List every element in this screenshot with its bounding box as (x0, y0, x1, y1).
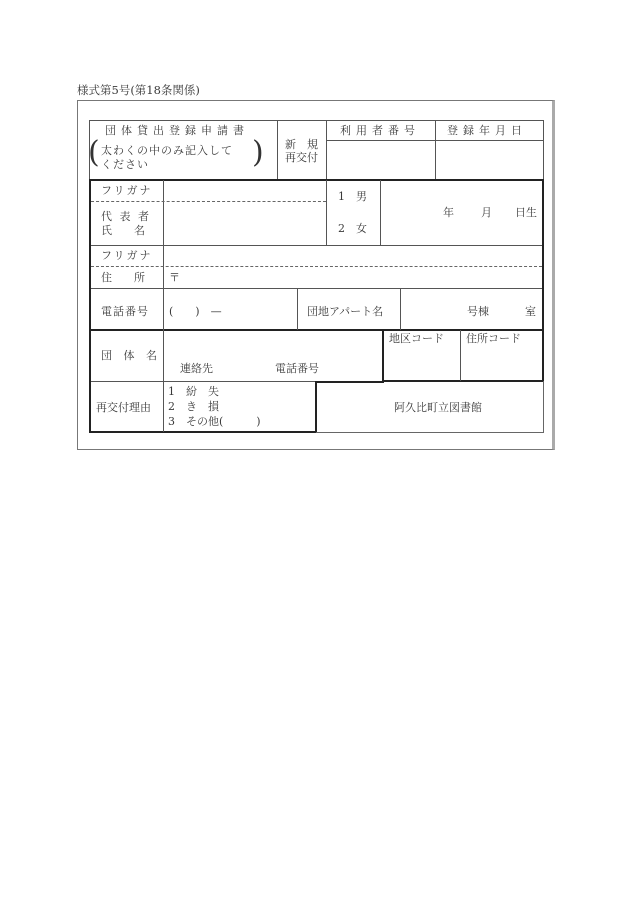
address-field[interactable] (180, 267, 542, 288)
header-divider-type (277, 120, 278, 180)
form-note-line2: ください (101, 158, 149, 171)
contact-phone-label: 電話番号 (275, 362, 319, 375)
furigana2-field[interactable] (164, 246, 542, 266)
rep-name-label-line1: 代 表 者 (101, 210, 151, 223)
group-name-field[interactable] (164, 331, 382, 361)
address-code-label: 住所コード (466, 332, 521, 345)
furigana2-label: フリガナ (101, 249, 153, 262)
form-note-line1: 太わくの中のみ記入して (101, 144, 233, 157)
rep-name-field[interactable] (164, 202, 325, 245)
lower-step-line (315, 381, 384, 383)
reason-lost-option[interactable]: 1 紛 失 (168, 385, 219, 398)
birth-day-label: 日生 (515, 206, 537, 219)
reason-damaged-option[interactable]: 2 き 損 (168, 400, 219, 413)
code-divider (460, 330, 461, 381)
furigana1-field[interactable] (164, 180, 325, 201)
registration-date-field[interactable] (436, 141, 542, 179)
note-close-paren: ) (252, 135, 264, 170)
apartment-label: 団地アパート名 (307, 305, 384, 318)
registration-date-label: 登録年月日 (447, 124, 527, 137)
phone-label: 電話番号 (101, 305, 149, 318)
furigana1-label: フリガナ (101, 184, 153, 197)
row-line-group (91, 381, 315, 382)
header-top-border (89, 120, 543, 121)
gender-male-option[interactable]: 1 男 (338, 190, 367, 203)
phone-field[interactable]: ( ) — (169, 305, 222, 318)
birth-year-label: 年 (443, 206, 454, 219)
type-new: 新 規 (285, 138, 318, 151)
apartment-field[interactable] (401, 289, 542, 329)
address-label: 住 所 (101, 271, 145, 284)
header-right-border (543, 120, 544, 180)
name-gender-divider (326, 180, 327, 245)
library-bottom-border (316, 432, 543, 433)
gender-female-option[interactable]: 2 女 (338, 222, 367, 235)
user-number-label: 利用者番号 (340, 124, 420, 137)
building-label: 号棟 (467, 305, 489, 318)
district-code-label: 地区コード (389, 332, 444, 345)
type-reissue: 再交付 (285, 151, 318, 164)
library-left-thick (315, 381, 317, 433)
reason-other-option[interactable]: 3 その他( ) (168, 415, 261, 428)
user-number-field[interactable] (327, 141, 434, 179)
library-right-border (543, 381, 544, 433)
birth-month-label: 月 (481, 206, 492, 219)
phone-apartment-divider (297, 288, 298, 330)
rep-name-label-line2: 氏 名 (101, 224, 145, 237)
room-label: 室 (525, 305, 536, 318)
form-caption: 様式第5号(第18条関係) (77, 83, 200, 97)
library-name: 阿久比町立図書館 (394, 401, 482, 414)
gender-birth-divider (380, 180, 381, 245)
reissue-reason-label: 再交付理由 (96, 401, 151, 414)
group-name-label: 団 体 名 (101, 349, 161, 362)
postal-mark: 〒 (169, 271, 180, 284)
contact-label: 連絡先 (180, 362, 213, 375)
lower-bottom-border (89, 431, 316, 433)
form-title: 団体貸出登録申請書 (105, 124, 249, 137)
note-open-paren: ( (88, 135, 100, 170)
